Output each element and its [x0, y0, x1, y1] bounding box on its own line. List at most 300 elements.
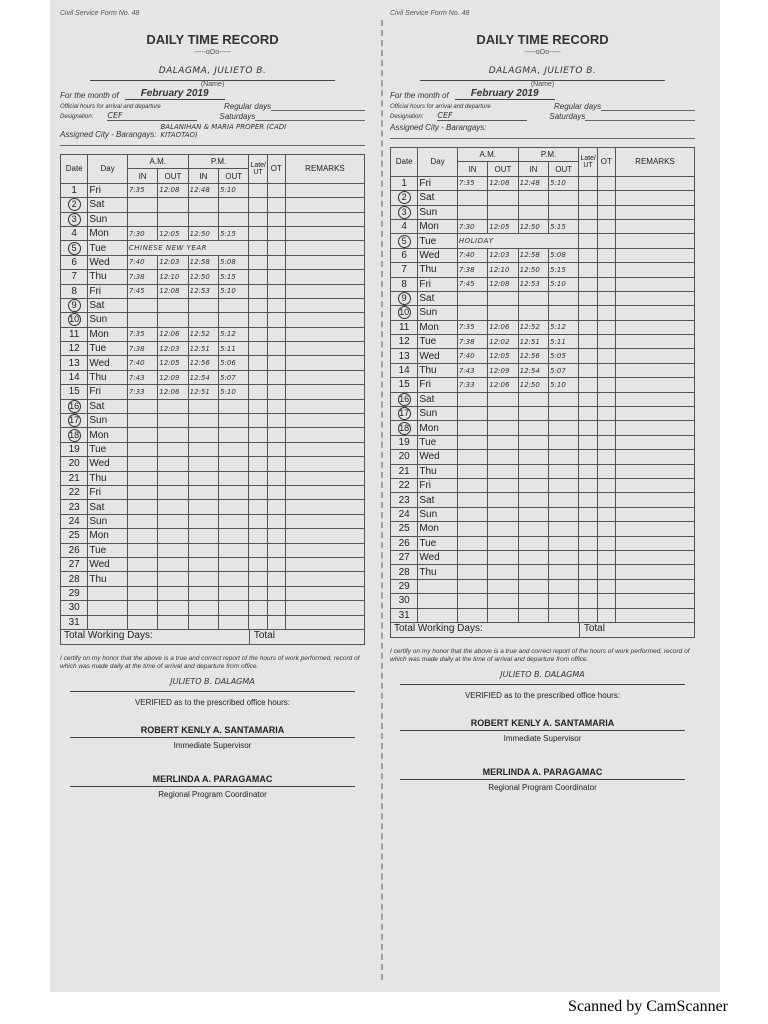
- am-in-time: [457, 594, 487, 608]
- am-in-time: 7:43: [457, 363, 487, 377]
- remarks-cell: [615, 464, 694, 478]
- am-in-time: [457, 579, 487, 593]
- pm-out-time: [549, 507, 579, 521]
- table-row: [61, 586, 365, 600]
- day-cell: Thu: [418, 464, 458, 478]
- am-in-time: [457, 464, 487, 478]
- date-value: 28: [398, 566, 410, 578]
- late-ut-cell: [249, 370, 267, 384]
- late-ut-cell: [579, 219, 597, 233]
- am-in-time: [127, 471, 157, 485]
- ot-cell: [267, 284, 285, 298]
- remarks-cell: [615, 594, 694, 608]
- am-out-time: [158, 428, 188, 442]
- am-out-time: 12:06: [158, 327, 188, 341]
- date-cell: [391, 335, 418, 349]
- ot-cell: [597, 594, 615, 608]
- am-in-header: IN: [457, 162, 487, 176]
- table-row: [391, 205, 695, 219]
- late-ut-cell: [249, 615, 267, 629]
- ot-cell: [597, 349, 615, 363]
- am-out-time: [488, 522, 518, 536]
- am-out-time: [488, 493, 518, 507]
- date-value: 6: [401, 249, 407, 261]
- dtr-table: [60, 154, 365, 630]
- remarks-cell: [285, 284, 364, 298]
- date-header: Date: [391, 148, 418, 177]
- remarks-cell: [615, 450, 694, 464]
- am-in-time: [127, 557, 157, 571]
- pm-out-time: [549, 392, 579, 406]
- date-value: 15: [68, 386, 80, 398]
- late-ut-cell: [249, 198, 267, 212]
- name-caption: (Name): [530, 81, 555, 88]
- pm-out-time: 5:05: [549, 349, 579, 363]
- day-cell: Sat: [418, 493, 458, 507]
- date-cell: [61, 572, 88, 586]
- late-ut-header: Late/ UT: [579, 148, 597, 177]
- pm-in-time: [188, 399, 218, 413]
- supervisor-name: ROBERT KENLY A. SANTAMARIA: [70, 725, 355, 738]
- pm-in-time: [518, 464, 548, 478]
- circled-date: 18: [69, 429, 80, 440]
- am-out-time: [158, 557, 188, 571]
- pm-in-time: [518, 522, 548, 536]
- remarks-cell: [285, 270, 364, 284]
- pm-in-time: [188, 313, 218, 327]
- pm-out-time: 5:11: [549, 335, 579, 349]
- table-row: [391, 191, 695, 205]
- am-in-time: [127, 298, 157, 312]
- pm-out-time: 5:10: [549, 277, 579, 291]
- date-cell: [61, 342, 88, 356]
- pm-in-time: [188, 457, 218, 471]
- table-row: [61, 529, 365, 543]
- assigned-value: BALANIHAN & MARIA PROPER (CADI KITAOTAO): [160, 123, 287, 139]
- ot-cell: [267, 543, 285, 557]
- remarks-cell: [615, 507, 694, 521]
- ot-header: OT: [267, 155, 285, 184]
- late-ut-cell: [249, 529, 267, 543]
- date-cell: [61, 557, 88, 571]
- am-in-time: 7:35: [457, 176, 487, 190]
- am-in-time: 7:33: [457, 378, 487, 392]
- pm-out-time: [219, 457, 249, 471]
- date-value: 25: [398, 523, 410, 535]
- table-row: [391, 176, 695, 190]
- am-in-time: [127, 615, 157, 629]
- late-ut-cell: [579, 320, 597, 334]
- date-value: 21: [398, 465, 410, 477]
- am-out-time: 12:02: [488, 335, 518, 349]
- day-cell: [88, 586, 128, 600]
- ot-cell: [267, 183, 285, 197]
- pm-in-time: [188, 529, 218, 543]
- pm-out-time: [219, 414, 249, 428]
- table-row: [61, 327, 365, 341]
- remarks-cell: [615, 522, 694, 536]
- pm-in-time: [188, 212, 218, 226]
- am-out-time: [158, 514, 188, 528]
- pm-out-time: [219, 500, 249, 514]
- day-cell: Thu: [418, 363, 458, 377]
- am-in-time: 7:38: [457, 335, 487, 349]
- form-number: Civil Service Form No. 48: [60, 10, 140, 17]
- date-cell: [391, 407, 418, 421]
- date-cell: [391, 205, 418, 219]
- remarks-cell: [285, 198, 364, 212]
- pm-in-time: 12:52: [188, 327, 218, 341]
- am-out-time: 12:05: [158, 226, 188, 240]
- pm-out-time: [549, 435, 579, 449]
- employee-signature: JULIETO B. DALAGMA: [170, 676, 255, 686]
- am-out-time: [488, 579, 518, 593]
- remarks-cell: [285, 385, 364, 399]
- remarks-cell: [615, 277, 694, 291]
- remarks-cell: [285, 514, 364, 528]
- day-cell: Sat: [88, 198, 128, 212]
- day-cell: Thu: [88, 572, 128, 586]
- late-ut-cell: [249, 356, 267, 370]
- pm-in-time: 12:52: [518, 320, 548, 334]
- date-cell: [391, 550, 418, 564]
- pm-out-time: [549, 579, 579, 593]
- date-cell: [61, 529, 88, 543]
- remarks-header: REMARKS: [285, 155, 364, 184]
- table-row: [61, 457, 365, 471]
- am-out-time: [158, 313, 188, 327]
- date-value: 14: [68, 372, 80, 384]
- pm-in-header: IN: [188, 169, 218, 183]
- ot-cell: [597, 478, 615, 492]
- late-ut-cell: [579, 176, 597, 190]
- pm-in-time: 12:50: [188, 226, 218, 240]
- late-ut-cell: [249, 212, 267, 226]
- am-in-time: [127, 428, 157, 442]
- table-row: [61, 414, 365, 428]
- table-row: [61, 342, 365, 356]
- date-value: 7: [71, 271, 77, 283]
- am-out-time: [158, 601, 188, 615]
- date-cell: [391, 349, 418, 363]
- saturdays-label: Saturdays: [219, 112, 256, 121]
- ot-cell: [597, 435, 615, 449]
- coordinator-name: MERLINDA A. PARAGAMAC: [400, 767, 685, 780]
- official-hours-label: Official hours for arrival and departure: [390, 104, 491, 110]
- date-value: 13: [68, 357, 80, 369]
- remarks-cell: [285, 356, 364, 370]
- circled-date: 2: [68, 198, 81, 211]
- am-out-time: [488, 291, 518, 305]
- remarks-cell: [615, 493, 694, 507]
- am-out-time: [488, 450, 518, 464]
- date-value: 13: [398, 350, 410, 362]
- employee-name: DALAGMA, JULIETO B.: [90, 66, 335, 81]
- pm-out-time: 5:10: [219, 385, 249, 399]
- pm-out-time: 5:12: [549, 320, 579, 334]
- pm-in-time: [518, 191, 548, 205]
- day-cell: Sun: [418, 306, 458, 320]
- date-value: 1: [71, 184, 77, 196]
- am-out-time: [158, 442, 188, 456]
- ot-cell: [267, 226, 285, 240]
- table-row: [391, 378, 695, 392]
- ot-cell: [267, 270, 285, 284]
- table-row: [391, 522, 695, 536]
- am-in-time: 7:40: [457, 349, 487, 363]
- am-in-time: [457, 392, 487, 406]
- pm-in-time: [518, 594, 548, 608]
- late-ut-cell: [249, 284, 267, 298]
- remarks-cell: [615, 478, 694, 492]
- late-ut-cell: [249, 572, 267, 586]
- pm-out-time: [219, 557, 249, 571]
- day-cell: Thu: [88, 370, 128, 384]
- holiday-note: CHINESE NEW YEAR: [127, 241, 249, 255]
- am-out-time: [158, 586, 188, 600]
- late-ut-cell: [249, 485, 267, 499]
- late-ut-cell: [579, 522, 597, 536]
- table-row: [61, 370, 365, 384]
- employee-signature: JULIETO B. DALAGMA: [500, 669, 585, 679]
- remarks-cell: [615, 378, 694, 392]
- day-cell: Thu: [418, 565, 458, 579]
- pm-in-time: 12:58: [518, 248, 548, 262]
- pm-in-time: [188, 485, 218, 499]
- table-row: [391, 608, 695, 622]
- pm-in-time: [188, 428, 218, 442]
- pm-in-time: [188, 514, 218, 528]
- late-ut-cell: [579, 435, 597, 449]
- date-cell: [391, 392, 418, 406]
- pm-in-time: [518, 579, 548, 593]
- day-cell: Sun: [88, 414, 128, 428]
- late-ut-cell: [249, 457, 267, 471]
- day-cell: Mon: [418, 320, 458, 334]
- late-ut-cell: [249, 428, 267, 442]
- ot-cell: [597, 234, 615, 248]
- ot-cell: [267, 212, 285, 226]
- remarks-cell: [285, 471, 364, 485]
- late-ut-cell: [249, 270, 267, 284]
- pm-out-time: [549, 536, 579, 550]
- pm-in-time: [518, 507, 548, 521]
- late-ut-cell: [579, 565, 597, 579]
- remarks-cell: [285, 529, 364, 543]
- day-cell: Tue: [418, 335, 458, 349]
- ot-cell: [597, 392, 615, 406]
- date-cell: [61, 183, 88, 197]
- ot-cell: [597, 464, 615, 478]
- pm-in-time: [518, 478, 548, 492]
- day-cell: Sun: [88, 212, 128, 226]
- date-value: 31: [398, 609, 410, 621]
- day-cell: Sat: [88, 500, 128, 514]
- date-cell: [61, 615, 88, 629]
- remarks-cell: [615, 335, 694, 349]
- date-value: 6: [71, 256, 77, 268]
- date-value: 23: [68, 501, 80, 513]
- date-cell: [391, 219, 418, 233]
- remarks-cell: [615, 234, 694, 248]
- pm-in-time: [518, 550, 548, 564]
- am-out-time: [488, 536, 518, 550]
- late-ut-cell: [249, 514, 267, 528]
- date-value: 23: [398, 494, 410, 506]
- ot-cell: [597, 579, 615, 593]
- pm-in-time: [518, 565, 548, 579]
- remarks-cell: [615, 248, 694, 262]
- ot-cell: [267, 241, 285, 255]
- remarks-cell: [615, 608, 694, 622]
- table-row: [61, 313, 365, 327]
- date-cell: [391, 608, 418, 622]
- date-value: 22: [68, 487, 80, 499]
- pm-in-time: 12:48: [518, 176, 548, 190]
- am-out-time: [488, 478, 518, 492]
- date-value: 4: [401, 221, 407, 233]
- am-out-time: 12:05: [488, 219, 518, 233]
- am-out-time: [158, 529, 188, 543]
- table-row: [391, 320, 695, 334]
- table-row: [391, 478, 695, 492]
- am-out-time: [488, 392, 518, 406]
- ot-cell: [597, 248, 615, 262]
- ot-cell: [267, 198, 285, 212]
- table-row: [61, 543, 365, 557]
- am-out-time: [158, 615, 188, 629]
- date-cell: [61, 241, 88, 255]
- date-value: 30: [68, 602, 80, 614]
- late-ut-cell: [249, 241, 267, 255]
- late-ut-cell: [249, 298, 267, 312]
- am-in-time: [127, 586, 157, 600]
- date-value: 15: [398, 379, 410, 391]
- date-cell: [391, 478, 418, 492]
- remarks-cell: [285, 572, 364, 586]
- date-value: 24: [68, 515, 80, 527]
- am-in-time: [127, 514, 157, 528]
- am-in-time: 7:38: [457, 263, 487, 277]
- day-cell: Wed: [88, 255, 128, 269]
- pm-in-time: 12:50: [518, 378, 548, 392]
- remarks-cell: [615, 435, 694, 449]
- pm-in-time: [188, 500, 218, 514]
- official-hours-label: Official hours for arrival and departure: [60, 104, 161, 110]
- am-out-time: [158, 399, 188, 413]
- remarks-cell: [285, 241, 364, 255]
- pm-in-time: [518, 421, 548, 435]
- late-ut-cell: [249, 601, 267, 615]
- am-out-time: 12:10: [488, 263, 518, 277]
- regular-days-label: Regular days: [224, 102, 272, 111]
- table-row: [391, 392, 695, 406]
- am-out-time: 12:08: [158, 284, 188, 298]
- date-cell: [61, 255, 88, 269]
- am-in-time: [127, 500, 157, 514]
- pm-out-time: [219, 442, 249, 456]
- date-value: 24: [398, 508, 410, 520]
- date-cell: [391, 291, 418, 305]
- date-cell: [391, 234, 418, 248]
- late-ut-cell: [249, 342, 267, 356]
- day-cell: Mon: [88, 226, 128, 240]
- pm-out-time: [219, 471, 249, 485]
- pm-in-time: [518, 536, 548, 550]
- day-cell: Fri: [418, 478, 458, 492]
- day-cell: Sun: [418, 205, 458, 219]
- day-cell: Sat: [88, 399, 128, 413]
- remarks-cell: [285, 428, 364, 442]
- am-out-time: [488, 550, 518, 564]
- remarks-cell: [285, 313, 364, 327]
- date-cell: [391, 277, 418, 291]
- am-header: A.M.: [457, 148, 518, 162]
- date-cell: [61, 226, 88, 240]
- pm-in-time: [188, 557, 218, 571]
- dtr-form-left: [60, 10, 365, 799]
- day-cell: Sun: [88, 313, 128, 327]
- pm-in-time: 12:54: [518, 363, 548, 377]
- date-cell: [61, 313, 88, 327]
- day-cell: Sat: [88, 298, 128, 312]
- table-row: [61, 212, 365, 226]
- table-row: [391, 306, 695, 320]
- remarks-cell: [285, 414, 364, 428]
- circled-date: 5: [398, 235, 411, 248]
- remarks-cell: [615, 579, 694, 593]
- pm-out-time: 5:06: [219, 356, 249, 370]
- late-ut-cell: [579, 263, 597, 277]
- pm-out-time: [219, 399, 249, 413]
- pm-out-time: [219, 212, 249, 226]
- pm-out-time: [549, 421, 579, 435]
- supervisor-role: Immediate Supervisor: [503, 733, 582, 743]
- date-value: 12: [398, 336, 410, 348]
- day-cell: Tue: [88, 241, 128, 255]
- table-row: [61, 255, 365, 269]
- ot-cell: [597, 493, 615, 507]
- ot-cell: [267, 428, 285, 442]
- late-ut-cell: [249, 586, 267, 600]
- late-ut-cell: [579, 536, 597, 550]
- day-cell: Mon: [418, 522, 458, 536]
- table-row: [61, 270, 365, 284]
- am-in-time: [127, 212, 157, 226]
- date-cell: [61, 414, 88, 428]
- am-out-time: [488, 205, 518, 219]
- day-cell: Mon: [88, 529, 128, 543]
- pm-out-time: [219, 615, 249, 629]
- ot-cell: [267, 557, 285, 571]
- am-out-time: 12:09: [488, 363, 518, 377]
- late-ut-cell: [579, 306, 597, 320]
- late-ut-cell: [579, 248, 597, 262]
- am-header: A.M.: [127, 155, 188, 169]
- date-value: 11: [68, 328, 80, 340]
- date-cell: [61, 356, 88, 370]
- pm-out-time: [549, 464, 579, 478]
- date-cell: [391, 594, 418, 608]
- date-value: 1: [401, 177, 407, 189]
- am-out-time: [488, 594, 518, 608]
- date-value: 19: [398, 437, 410, 448]
- coordinator-name: MERLINDA A. PARAGAMAC: [70, 774, 355, 787]
- circled-date: 17: [399, 408, 410, 419]
- date-value: 14: [398, 365, 410, 377]
- ot-cell: [597, 205, 615, 219]
- pm-in-time: [188, 198, 218, 212]
